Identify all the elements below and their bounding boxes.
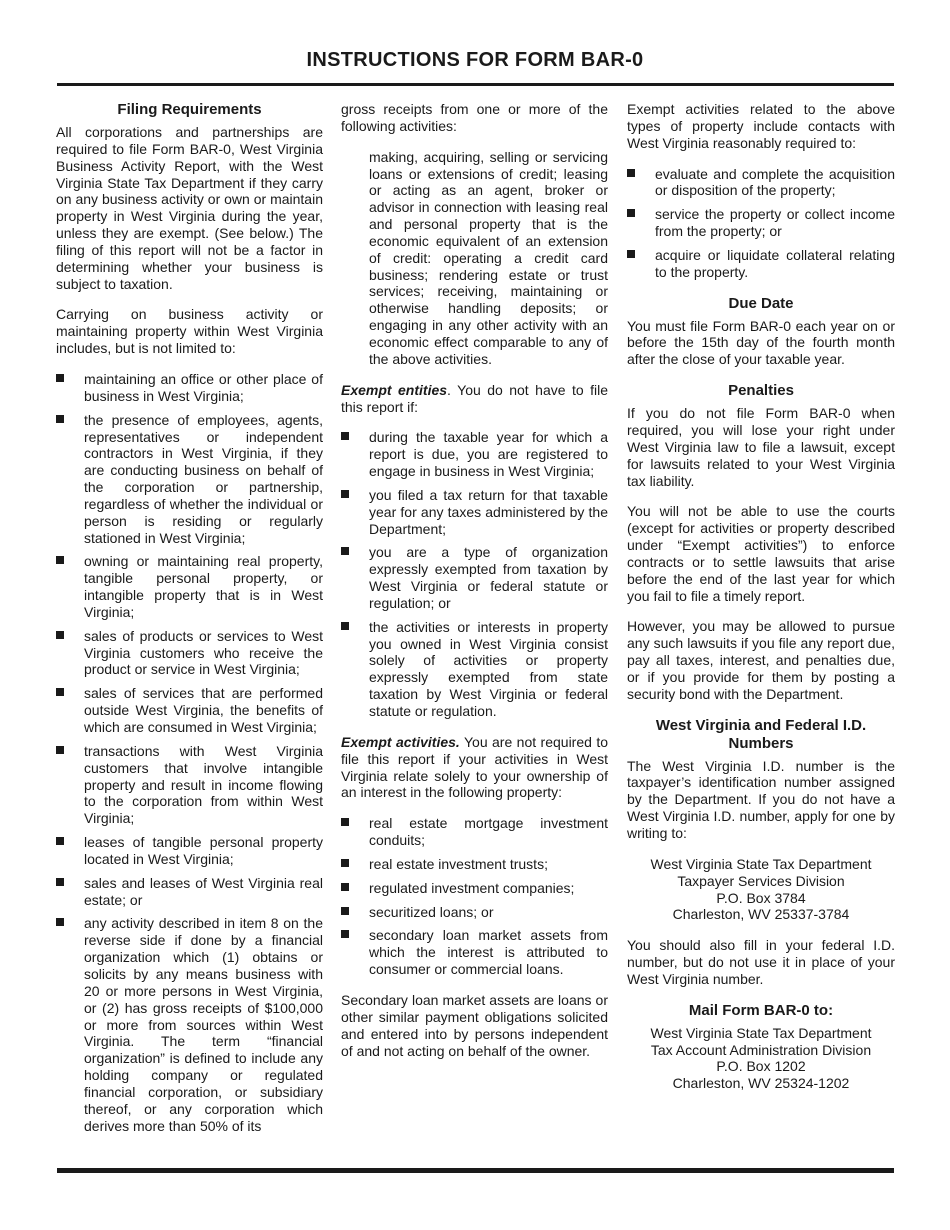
exempt-activities-list [341,815,608,978]
list-item: securitized loans; or [341,904,608,921]
top-divider [57,83,894,86]
secondary-loan-paragraph: Secondary loan market assets are loans or other similar payment obligations solicited and entered into by persons independent of and not acting on behalf of the owner. [341,991,608,1059]
square-bullet-icon [341,622,349,630]
list-item: transactions with West Virginia customers that involve intangible property and result in income flowing to the corporation from within West Virginia; [56,743,323,827]
square-bullet-icon [56,878,64,886]
square-bullet-icon [56,415,64,423]
square-bullet-icon [56,556,64,564]
financial-activities-paragraph: making, acquiring, selling or servicing loans or extensions of credit; leasing or acting as an agent, broker or advisor in connection with leasing real and personal property that is the economic equivalent of an extension of credit: operating a credit card business; rendering estate or trust services; receiving, maintaining or otherwise handling deposits; or engaging in any other activity with an economic effect comparable to any of the above activities. [369,148,608,367]
square-bullet-icon [56,746,64,754]
square-bullet-icon [56,837,64,845]
list-item: acquire or liquidate collateral relating to the property. [627,247,895,281]
column-2 [341,101,608,1073]
taxpayer-services-address: West Virginia State Tax Department Taxpayer Services Division P.O. Box 3784 Charleston, WV 25337-3784 [650,855,872,923]
penalties-paragraph-2: You will not be able to use the courts (except for activities or property described under “Exempt activities”) to enforce contracts or to settle lawsuits that arise before the end of the last year for which you fail to file a timely report. [627,503,895,604]
list-item: owning or maintaining real property, tangible personal property, or intangible property that is in West Virginia; [56,553,323,620]
list-item: real estate investment trusts; [341,856,608,873]
square-bullet-icon [341,883,349,891]
list-item: leases of tangible personal property located in West Virginia; [56,834,323,868]
exempt-entities-list [341,429,608,720]
related-activities-list [627,166,895,281]
id-numbers-paragraph-1: The West Virginia I.D. number is the taxpayer’s identification number assigned by the Department. If you do not have a West Virginia I.D. number, apply for one by writing to: [627,757,895,841]
square-bullet-icon [56,688,64,696]
penalties-paragraph-1: If you do not file Form BAR-0 when required, you will lose your right under West Virginia law to file a lawsuit, except for lawsuits related to your West Virginia tax liability. [627,405,895,489]
penalties-heading: Penalties [728,382,794,400]
list-item: any activity described in item 8 on the reverse side if done by a financial organization which (1) obtains or solicits by any means business with 20 or more persons in West Virginia, or (2) has gross receipts of $100,000 or more from sources within West Virginia. The term “financial organization” is defined to include any holding company or regulated financial corporation, or subsidiary thereof, or any corporation which derives more than 50% of its [56,915,323,1134]
square-bullet-icon [56,374,64,382]
gross-receipts-paragraph: gross receipts from one or more of the following activities: [341,101,608,134]
square-bullet-icon [627,209,635,217]
square-bullet-icon [56,631,64,639]
due-date-heading: Due Date [728,294,794,312]
list-item: you filed a tax return for that taxable year for any taxes administered by the Department; [341,487,608,538]
business-activity-intro: Carrying on business activity or maintaining property within West Virginia includes, but is not limited to: [56,306,323,357]
square-bullet-icon [341,818,349,826]
list-item: sales of products or services to West Virginia customers who receive the product or service in West Virginia; [56,628,323,679]
list-item: real estate mortgage investment conduits; [341,815,608,849]
list-item: you are a type of organization expressly exempted from taxation by West Virginia or federal statute or regulation; or [341,544,608,611]
column-3 [627,101,895,1106]
id-numbers-heading: West Virginia and Federal I.D. Numbers [655,716,867,752]
exempt-activities-label: Exempt activities. [341,733,460,750]
page-title: INSTRUCTIONS FOR FORM BAR-0 [306,49,644,71]
mailing-address: West Virginia State Tax Department Tax Account Administration Division P.O. Box 1202 Charleston, WV 25324-1202 [650,1024,872,1092]
bottom-divider [57,1168,894,1173]
list-item: the presence of employees, agents, representatives or independent contractors in West Virginia, if they are conducting business on behalf of the corporation or partnership, regardless of whether the individual or person is residing or regularly stationed in West Virginia; [56,412,323,547]
square-bullet-icon [341,547,349,555]
exempt-entities-label: Exempt entities [341,381,448,398]
list-item: regulated investment companies; [341,880,608,897]
id-numbers-paragraph-2: You should also fill in your federal I.D. number, but do not use it in place of your West Virginia number. [627,937,895,987]
square-bullet-icon [341,930,349,938]
list-item: maintaining an office or other place of business in West Virginia; [56,371,323,405]
exempt-activities-related-paragraph: Exempt activities related to the above types of property include contacts with West Virginia reasonably required to: [627,101,895,151]
list-item: sales of services that are performed outside West Virginia, the benefits of which are consumed in West Virginia; [56,685,323,736]
list-item: service the property or collect income from the property; or [627,206,895,240]
list-item: evaluate and complete the acquisition or disposition of the property; [627,166,895,200]
filing-requirements-heading: Filing Requirements [117,101,262,118]
square-bullet-icon [341,907,349,915]
square-bullet-icon [627,169,635,177]
square-bullet-icon [341,432,349,440]
list-item: during the taxable year for which a report is due, you are registered to engage in business in West Virginia; [341,429,608,480]
list-item: the activities or interests in property you owned in West Virginia consist solely of activities or property expressly exempted from state taxation by West Virginia or federal statute or regulation. [341,619,608,720]
exempt-activities-paragraph: Exempt activities. You are not required to file this report if your activities in West Virginia relate solely to your ownership of an interest in the following property: [341,733,609,801]
list-item: sales and leases of West Virginia real estate; or [56,875,323,909]
filing-requirements-paragraph: All corporations and partnerships are required to file Form BAR-0, West Virginia Business Activity Report, with the West Virginia State Tax Department if they carry on any business activity or own or maintain property in West Virginia during the year, unless they are exempt. (See below.) The filing of this report will not be a factor in determining whether your business is subject to taxation. [56,124,323,292]
due-date-paragraph: You must file Form BAR-0 each year on or before the 15th day of the fourth month after the close of your taxable year. [627,317,895,368]
square-bullet-icon [341,490,349,498]
business-activity-list [56,371,323,1134]
list-item: secondary loan market assets from which the interest is attributed to consumer or commercial loans. [341,927,608,978]
square-bullet-icon [627,250,635,258]
penalties-paragraph-3: However, you may be allowed to pursue any such lawsuits if you file any report due, pay all taxes, interest, and penalties due, or if you provide for them by posting a security bond with the Department. [627,618,895,702]
column-1 [56,101,323,1148]
square-bullet-icon [341,859,349,867]
square-bullet-icon [56,918,64,926]
exempt-entities-paragraph: Exempt entities. You do not have to file this report if: [341,381,608,415]
mail-form-heading: Mail Form BAR-0 to: [688,1001,834,1019]
